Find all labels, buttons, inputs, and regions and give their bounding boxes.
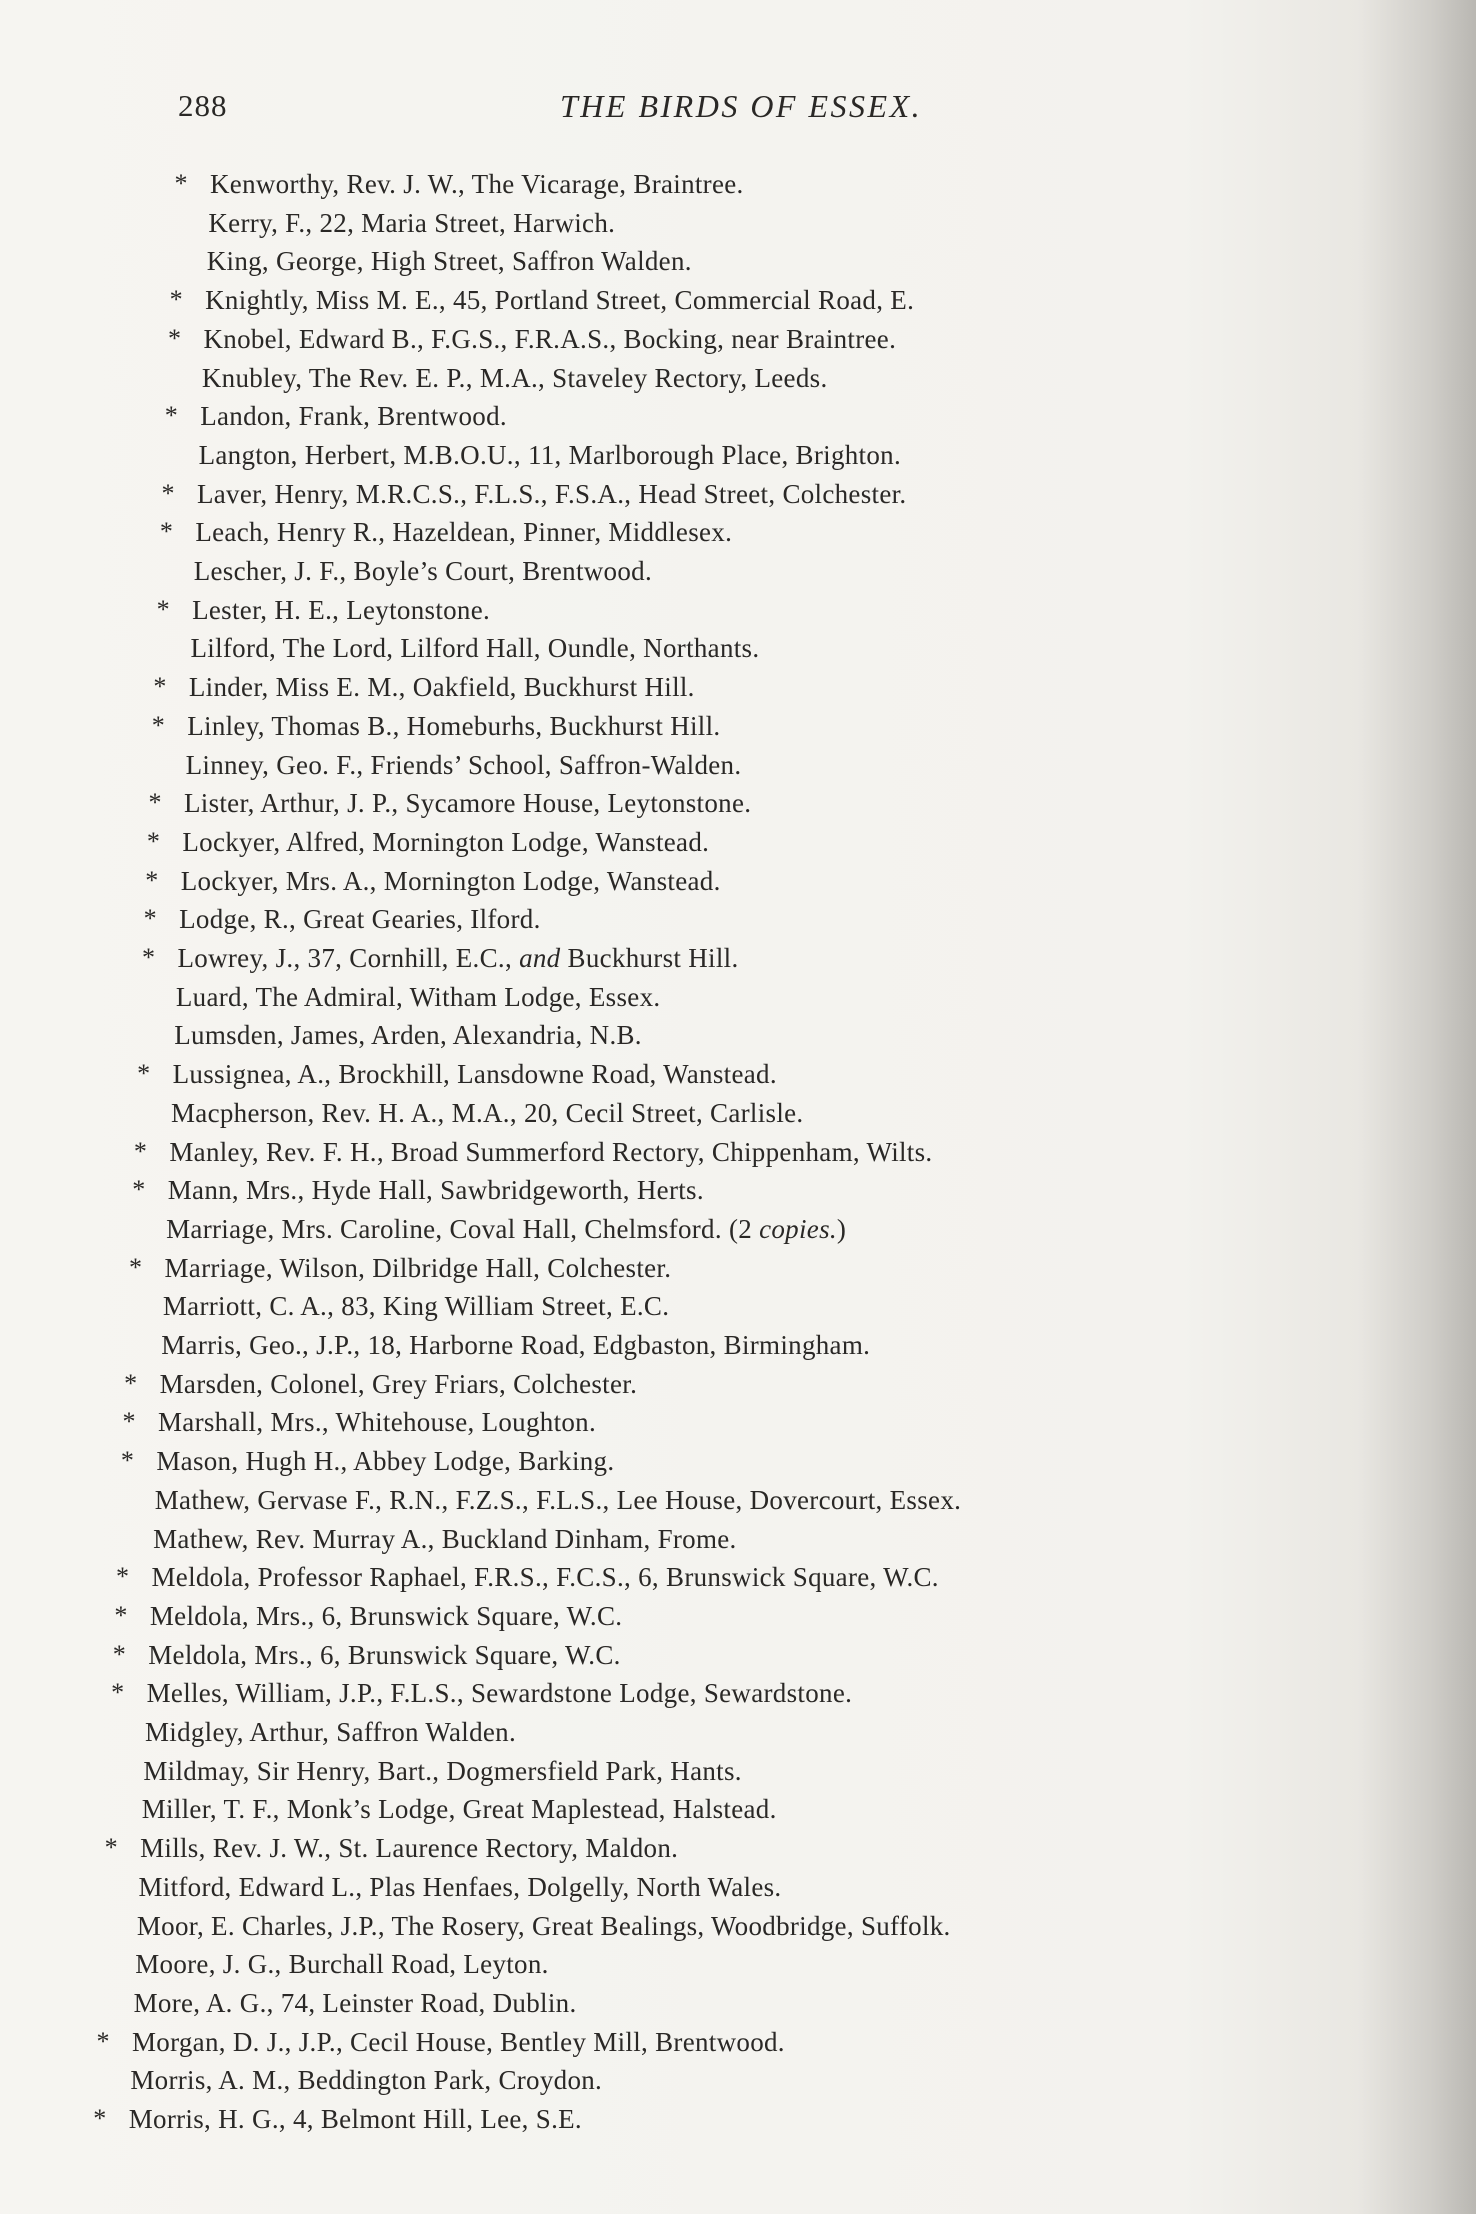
entry-main-text: Lowrey, J., 37, Cornhill, E.C., bbox=[177, 943, 520, 973]
subscriber-entry bbox=[0, 1094, 1300, 1132]
subscriber-entry bbox=[0, 1403, 1300, 1441]
entry-text bbox=[186, 746, 742, 784]
entry-text bbox=[132, 2023, 785, 2061]
subscriber-entry bbox=[0, 2061, 1300, 2099]
entry-main-text: Manley, Rev. F. H., Broad Summerford Rectory, Chippenham, Wilts. bbox=[169, 1136, 933, 1167]
entry-main-text: Linney, Geo. F., Friends’ School, Saffron-Walden. bbox=[185, 749, 742, 780]
entry-text bbox=[158, 1403, 596, 1441]
entry-main-text: Mason, Hugh H., Abbey Lodge, Barking. bbox=[156, 1446, 615, 1477]
entry-main-text: Lescher, J. F., Boyle’s Court, Brentwood. bbox=[193, 556, 652, 586]
entry-main-text: Marsden, Colonel, Grey Friars, Colchester. bbox=[159, 1368, 638, 1399]
subscriber-entry bbox=[0, 1868, 1300, 1906]
entry-main-text: Melles, William, J.P., F.L.S., Sewardstone Lodge, Sewardstone. bbox=[146, 1678, 853, 1709]
entry-text bbox=[164, 1249, 671, 1287]
asterisk-marker: * bbox=[151, 710, 165, 740]
entry-main-text: Kerry, F., 22, Maria Street, Harwich. bbox=[208, 207, 616, 238]
entry-main-text: Knobel, Edward B., F.G.S., F.R.A.S., Bocking, near Braintree. bbox=[203, 323, 897, 354]
entry-text bbox=[145, 1713, 516, 1751]
entry-main-text: Marshall, Mrs., Whitehouse, Loughton. bbox=[157, 1407, 597, 1438]
entry-main-text: Mitford, Edward L., Plas Henfaes, Dolgelly, North Wales. bbox=[138, 1871, 782, 1902]
asterisk-marker: * bbox=[124, 1368, 138, 1398]
entry-main-text: Knubley, The Rev. E. P., M.A., Staveley Rectory, Leeds. bbox=[201, 362, 828, 393]
subscriber-entry bbox=[0, 2100, 1300, 2138]
asterisk-marker: * bbox=[153, 672, 167, 702]
subscriber-entry bbox=[0, 939, 1300, 977]
asterisk-marker: * bbox=[146, 826, 160, 856]
subscriber-entry bbox=[0, 320, 1300, 358]
entry-main-text: Linder, Miss E. M., Oakfield, Buckhurst Hill. bbox=[188, 672, 695, 703]
entry-main-text: Lumsden, James, Arden, Alexandria, N.B. bbox=[174, 1020, 642, 1051]
entry-text bbox=[171, 1094, 804, 1132]
entry-text bbox=[137, 1907, 951, 1945]
subscriber-entry bbox=[0, 475, 1300, 513]
entry-text bbox=[161, 1326, 870, 1364]
entry-text bbox=[143, 1752, 742, 1790]
entry-main-text: Landon, Frank, Brentwood. bbox=[200, 401, 507, 432]
subscriber-entry bbox=[0, 591, 1300, 629]
entry-text bbox=[210, 165, 744, 203]
entry-text bbox=[153, 1520, 737, 1558]
entry-main-text: Lilford, The Lord, Lilford Hall, Oundle, Northants. bbox=[190, 633, 760, 664]
entry-text bbox=[195, 513, 732, 551]
entry-text bbox=[140, 1829, 678, 1867]
subscriber-entry bbox=[0, 629, 1300, 667]
asterisk-marker: * bbox=[133, 1136, 147, 1166]
asterisk-marker: * bbox=[111, 1678, 125, 1708]
entry-text bbox=[194, 552, 652, 590]
subscriber-entry bbox=[0, 552, 1300, 590]
page-title: THE BIRDS OF ESSEX. bbox=[560, 88, 923, 124]
asterisk-marker: * bbox=[164, 401, 178, 431]
asterisk-marker: * bbox=[114, 1600, 128, 1630]
entry-text bbox=[148, 1636, 620, 1674]
entry-main-text: Miller, T. F., Monk’s Lodge, Great Maplestead, Halstead. bbox=[141, 1794, 777, 1825]
entry-main-text: Langton, Herbert, M.B.O.U., 11, Marlborough Place, Brighton. bbox=[198, 439, 901, 470]
entry-text bbox=[151, 1558, 938, 1596]
subscriber-entry bbox=[0, 1016, 1300, 1054]
entry-text bbox=[135, 1945, 548, 1983]
subscriber-entry bbox=[0, 397, 1300, 435]
asterisk-marker: * bbox=[169, 285, 183, 315]
entry-text bbox=[189, 668, 695, 706]
entry-main-text: Mann, Mrs., Hyde Hall, Sawbridgeworth, Herts. bbox=[167, 1175, 704, 1206]
entry-main-text: Lister, Arthur, J. P., Sycamore House, Leytonstone. bbox=[183, 788, 752, 819]
subscriber-entry bbox=[0, 1829, 1300, 1867]
entry-main-text: Luard, The Admiral, Witham Lodge, Essex. bbox=[175, 981, 661, 1012]
subscriber-entry bbox=[0, 436, 1300, 474]
entry-text bbox=[199, 436, 901, 474]
entry-main-text: Meldola, Mrs., 6, Brunswick Square, W.C. bbox=[149, 1600, 623, 1631]
entry-text bbox=[163, 1287, 669, 1325]
entry-text bbox=[182, 823, 709, 861]
subscriber-entry bbox=[0, 1752, 1300, 1790]
entry-main-text: Marriage, Mrs. Caroline, Coval Hall, Chelmsford. (2 bbox=[166, 1213, 760, 1244]
subscriber-entry bbox=[0, 1713, 1300, 1751]
asterisk-marker: * bbox=[93, 2104, 107, 2133]
subscriber-entry bbox=[0, 1520, 1300, 1558]
entry-text bbox=[147, 1674, 853, 1712]
subscriber-entry bbox=[0, 513, 1300, 551]
subscriber-entry bbox=[0, 1442, 1300, 1480]
subscriber-entry bbox=[0, 1790, 1300, 1828]
entry-text bbox=[174, 1016, 642, 1054]
subscriber-entry bbox=[0, 707, 1300, 745]
entry-text bbox=[179, 900, 541, 938]
asterisk-marker: * bbox=[167, 323, 181, 353]
entry-main-text: Linley, Thomas B., Homeburhs, Buckhurst Hill. bbox=[187, 710, 721, 741]
entry-main-text: Lockyer, Alfred, Mornington Lodge, Wanstead. bbox=[182, 826, 710, 857]
asterisk-marker: * bbox=[122, 1407, 136, 1437]
entry-main-text: Morris, H. G., 4, Belmont Hill, Lee, S.E. bbox=[128, 2104, 582, 2134]
entry-text bbox=[184, 784, 751, 822]
entry-text bbox=[176, 978, 661, 1016]
entry-main-text: Marris, Geo., J.P., 18, Harborne Road, Edgbaston, Birmingham. bbox=[161, 1330, 871, 1360]
entry-text bbox=[169, 1133, 932, 1171]
entry-text bbox=[155, 1481, 961, 1519]
entry-text bbox=[181, 862, 721, 900]
asterisk-marker: * bbox=[143, 904, 157, 934]
subscriber-entry bbox=[0, 1055, 1300, 1093]
entry-main-text: Mathew, Gervase F., R.N., F.Z.S., F.L.S., Lee House, Dovercourt, Essex. bbox=[154, 1484, 962, 1515]
asterisk-marker: * bbox=[96, 2026, 110, 2056]
asterisk-marker: * bbox=[148, 788, 162, 818]
asterisk-marker: * bbox=[115, 1562, 129, 1592]
asterisk-marker: * bbox=[145, 865, 159, 895]
entry-text bbox=[197, 475, 906, 513]
entry-text bbox=[202, 359, 828, 397]
asterisk-marker: * bbox=[120, 1446, 134, 1476]
asterisk-marker: * bbox=[141, 943, 155, 972]
entry-main-text: Moor, E. Charles, J.P., The Rosery, Great Bealings, Woodbridge, Suffolk. bbox=[136, 1910, 951, 1941]
subscriber-entry bbox=[0, 1597, 1300, 1635]
entry-main-text: Mildmay, Sir Henry, Bart., Dogmersfield Park, Hants. bbox=[143, 1755, 742, 1786]
subscriber-entry bbox=[0, 242, 1300, 280]
entry-main-text: Meldola, Mrs., 6, Brunswick Square, W.C. bbox=[148, 1639, 621, 1670]
entry-tail-text: Buckhurst Hill. bbox=[560, 943, 739, 973]
entry-text bbox=[130, 2061, 602, 2099]
entry-text bbox=[190, 629, 759, 667]
subscriber-entry bbox=[0, 784, 1300, 822]
subscriber-entry bbox=[0, 862, 1300, 900]
entry-main-text: Morris, A. M., Beddington Park, Croydon. bbox=[130, 2065, 603, 2096]
entry-text bbox=[129, 2100, 582, 2138]
subscriber-entry bbox=[0, 1171, 1300, 1209]
subscriber-entry bbox=[0, 1558, 1300, 1596]
entry-italic-text: and bbox=[519, 943, 561, 973]
entry-main-text: Mathew, Rev. Murray A., Buckland Dinham, Frome. bbox=[153, 1523, 737, 1554]
subscriber-entry bbox=[0, 1481, 1300, 1519]
entry-text bbox=[138, 1868, 781, 1906]
asterisk-marker: * bbox=[128, 1252, 142, 1282]
subscriber-entry bbox=[0, 746, 1300, 784]
entry-main-text: Meldola, Professor Raphael, F.R.S., F.C.S., 6, Brunswick Square, W.C. bbox=[151, 1562, 939, 1593]
subscriber-entry bbox=[0, 281, 1300, 319]
entry-main-text: Morgan, D. J., J.P., Cecil House, Bentley Mill, Brentwood. bbox=[131, 2026, 785, 2057]
entry-main-text: Lussignea, A., Brockhill, Lansdowne Road, Wanstead. bbox=[172, 1059, 777, 1090]
page-number: 288 bbox=[178, 88, 228, 123]
subscriber-entry bbox=[0, 1210, 1300, 1248]
entry-text bbox=[166, 1210, 846, 1248]
subscriber-entry bbox=[0, 1249, 1300, 1287]
asterisk-marker: * bbox=[137, 1059, 151, 1089]
entry-text bbox=[207, 242, 692, 280]
entry-text bbox=[203, 320, 896, 358]
asterisk-marker: * bbox=[161, 478, 175, 508]
subscriber-entry bbox=[0, 900, 1300, 938]
entry-main-text: Leach, Henry R., Hazeldean, Pinner, Middlesex. bbox=[195, 517, 733, 548]
entry-text bbox=[208, 204, 615, 242]
subscriber-entry bbox=[0, 1636, 1300, 1674]
entry-text bbox=[205, 281, 914, 319]
entry-text bbox=[200, 397, 507, 435]
entry-text bbox=[177, 939, 738, 977]
entry-text bbox=[168, 1171, 704, 1209]
subscriber-entry bbox=[0, 1365, 1300, 1403]
entry-main-text: Lester, H. E., Leytonstone. bbox=[192, 594, 491, 625]
entry-text bbox=[160, 1365, 638, 1403]
entry-text bbox=[134, 1984, 577, 2022]
entry-main-text: King, George, High Street, Saffron Walden. bbox=[206, 246, 692, 277]
entry-main-text: Macpherson, Rev. H. A., M.A., 20, Cecil Street, Carlisle. bbox=[170, 1097, 804, 1128]
entry-main-text: More, A. G., 74, Leinster Road, Dublin. bbox=[133, 1987, 577, 2018]
entry-text bbox=[192, 591, 490, 629]
subscriber-entry bbox=[0, 978, 1300, 1016]
subscriber-entry bbox=[0, 1133, 1300, 1171]
entry-main-text: Moore, J. G., Burchall Road, Leyton. bbox=[135, 1949, 549, 1980]
subscriber-entry bbox=[0, 2023, 1300, 2061]
subscriber-entry bbox=[0, 165, 1300, 203]
subscriber-entry bbox=[0, 1287, 1300, 1325]
asterisk-marker: * bbox=[159, 517, 173, 547]
entry-main-text: Laver, Henry, M.R.C.S., F.L.S., F.S.A., Head Street, Colchester. bbox=[196, 478, 907, 509]
asterisk-marker: * bbox=[132, 1175, 146, 1205]
subscriber-entry bbox=[0, 1984, 1300, 2022]
entry-italic-text: copies. bbox=[759, 1213, 837, 1244]
entry-main-text: Kenworthy, Rev. J. W., The Vicarage, Braintree. bbox=[210, 169, 744, 199]
subscriber-entry bbox=[0, 668, 1300, 706]
subscriber-entry bbox=[0, 1674, 1300, 1712]
asterisk-marker: * bbox=[112, 1639, 126, 1669]
entry-main-text: Midgley, Arthur, Saffron Walden. bbox=[144, 1717, 517, 1747]
asterisk-marker: * bbox=[156, 594, 170, 624]
entry-text bbox=[156, 1442, 614, 1480]
subscriber-entry bbox=[0, 823, 1300, 861]
entry-main-text: Lodge, R., Great Gearies, Ilford. bbox=[179, 904, 541, 935]
entry-tail-text: ) bbox=[836, 1213, 847, 1244]
subscriber-entry bbox=[0, 1326, 1300, 1364]
asterisk-marker: * bbox=[174, 169, 188, 198]
subscriber-entry bbox=[0, 1945, 1300, 1983]
entry-text bbox=[187, 707, 720, 745]
asterisk-marker: * bbox=[104, 1833, 118, 1863]
entry-main-text: Marriage, Wilson, Dilbridge Hall, Colchester. bbox=[164, 1252, 672, 1283]
subscriber-entry bbox=[0, 1907, 1300, 1945]
entry-text bbox=[173, 1055, 777, 1093]
entry-main-text: Knightly, Miss M. E., 45, Portland Street, Commercial Road, E. bbox=[205, 285, 915, 316]
entry-main-text: Marriott, C. A., 83, King William Street, E.C. bbox=[162, 1291, 670, 1322]
entry-main-text: Mills, Rev. J. W., St. Laurence Rectory, Maldon. bbox=[140, 1833, 679, 1864]
subscriber-entry bbox=[0, 359, 1300, 397]
entry-main-text: Lockyer, Mrs. A., Mornington Lodge, Wanstead. bbox=[180, 865, 721, 896]
subscriber-entry bbox=[0, 204, 1300, 242]
entry-text bbox=[150, 1597, 622, 1635]
entry-text bbox=[142, 1790, 777, 1828]
